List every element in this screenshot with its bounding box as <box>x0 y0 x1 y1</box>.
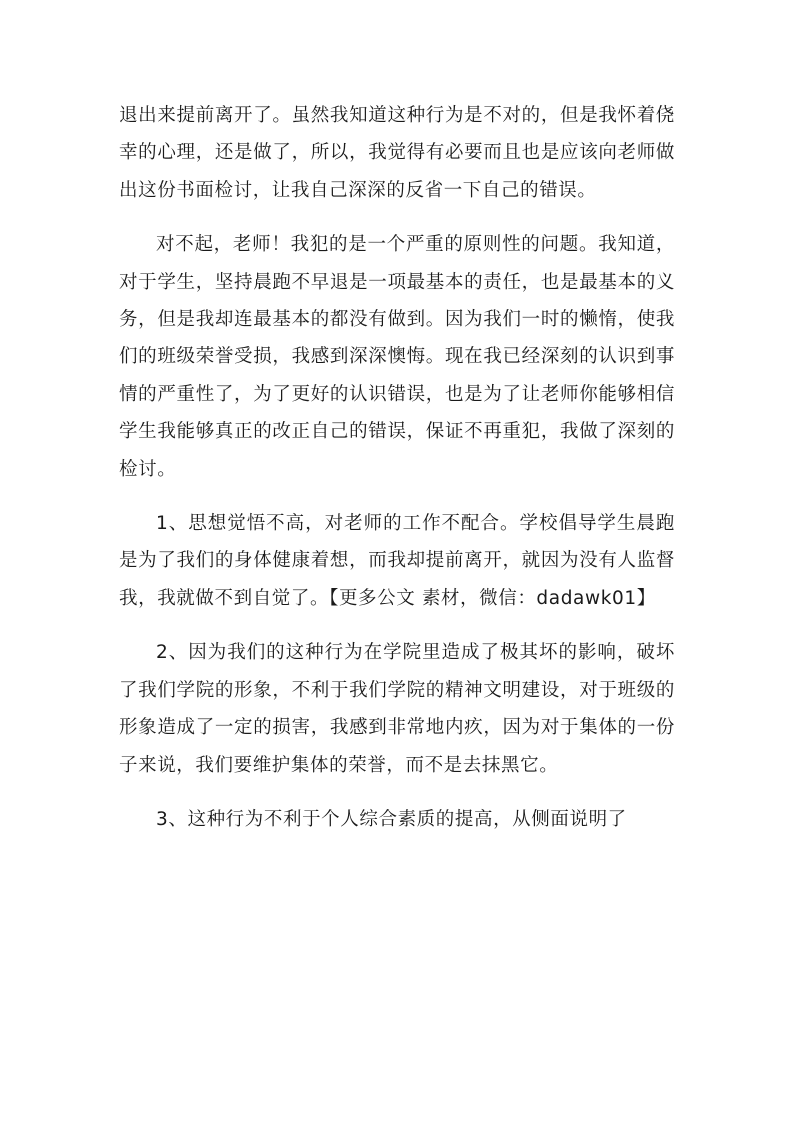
paragraph-continuation: 退出来提前离开了。虽然我知道这种行为是不对的，但是我怀着侥幸的心理，还是做了，所以，我觉得有必要而且也是应该向老师做出这份书面检讨，让我自己深深的反省一下自己的错误。 <box>119 105 675 201</box>
paragraph-point-2: 2、因为我们的这种行为在学院里造成了极其坏的影响，破坏了我们学院的形象，不利于我们学院的精神文明建设，对于班级的形象造成了一定的损害，我感到非常地内疚，因为对于集体的一份子来说，我们要维护集体的荣誉，而不是去抹黑它。 <box>119 642 675 776</box>
paragraph-apology: 对不起，老师！我犯的是一个严重的原则性的问题。我知道，对于学生，坚持晨跑不早退是一项最基本的责任，也是最基本的义务，但是我却连最基本的都没有做到。因为我们一时的懒惰，使我们的班级荣誉受损，我感到深深懊悔。现在我已经深刻的认识到事情的严重性了，为了更好的认识错误，也是为了让老师你能够相信学生我能够真正的改正自己的错误，保证不再重犯，我做了深刻的检讨。 <box>119 234 675 480</box>
paragraph-point-3: 3、这种行为不利于个人综合素质的提高，从侧面说明了 <box>156 808 627 830</box>
paragraph-point-1: 1、思想觉悟不高，对老师的工作不配合。学校倡导学生晨跑是为了我们的身体健康着想，而我却提前离开，就因为没有人监督我，我就做不到自觉了。【更多公文 素材，微信：dadawk01】 <box>119 513 675 609</box>
document-body <box>119 97 675 838</box>
